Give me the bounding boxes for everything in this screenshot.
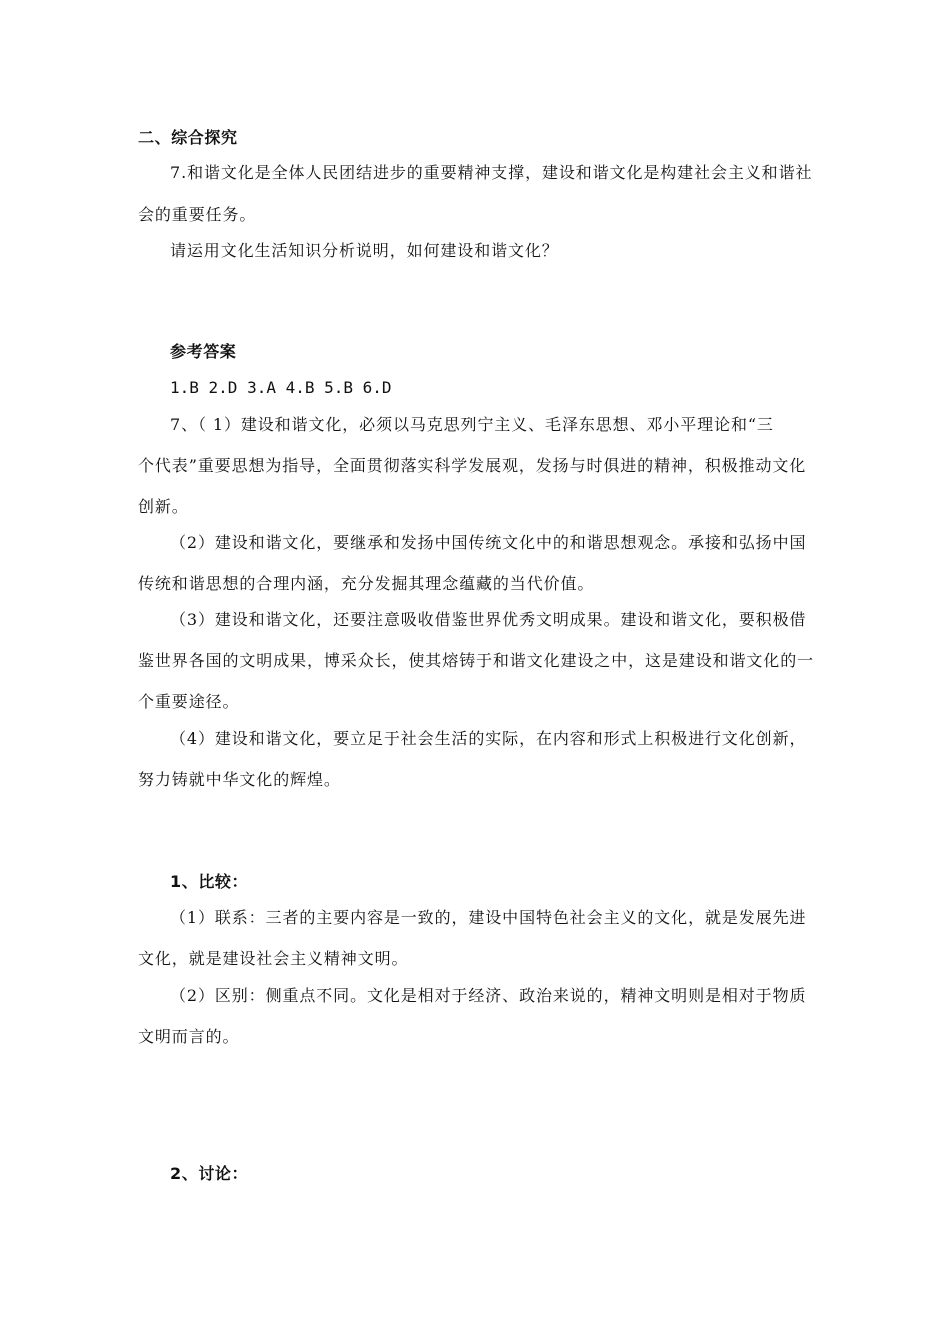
question-7-line-2: 会的重要任务。: [138, 205, 257, 224]
answer-7-p2-line-1: （2）建设和谐文化，要继承和发扬中国传统文化中的和谐思想观念。承接和弘扬中国: [170, 533, 807, 552]
compare-heading: 1、比较：: [170, 872, 249, 891]
choice-answers: 1.B 2.D 3.A 4.B 5.B 6.D: [170, 378, 392, 397]
answer-7-p3-line-3: 个重要途径。: [138, 692, 240, 711]
answer-7-p2-line-2: 传统和谐思想的合理内涵，充分发掘其理念蕴藏的当代价值。: [138, 574, 595, 593]
answer-7-p3-line-1: （3）建设和谐文化，还要注意吸收借鉴世界优秀文明成果。建设和谐文化，要积极借: [170, 610, 807, 629]
question-7-prompt: 请运用文化生活知识分析说明，如何建设和谐文化？: [170, 241, 559, 260]
compare-p2-line-1: （2）区别：侧重点不同。文化是相对于经济、政治来说的，精神文明则是相对于物质: [170, 986, 807, 1005]
answers-heading: 参考答案: [170, 342, 237, 361]
compare-p1-line-2: 文化，就是建设社会主义精神文明。: [138, 949, 409, 968]
answer-7-p4-line-2: 努力铸就中华文化的辉煌。: [138, 770, 341, 789]
compare-p2-line-2: 文明而言的。: [138, 1027, 240, 1046]
answer-7-p1-line-1: 7、（ 1）建设和谐文化，必须以马克思列宁主义、毛泽东思想、邓小平理论和“三: [170, 415, 774, 434]
answer-7-p3-line-2: 鉴世界各国的文明成果，博采众长，使其熔铸于和谐文化建设之中，这是建设和谐文化的一: [138, 651, 815, 670]
answer-7-p4-line-1: （4）建设和谐文化，要立足于社会生活的实际，在内容和形式上积极进行文化创新，: [170, 729, 807, 748]
question-7-line-1: 7.和谐文化是全体人民团结进步的重要精神支撑，建设和谐文化是构建社会主义和谐社: [170, 163, 813, 182]
discuss-heading: 2、讨论：: [170, 1164, 249, 1183]
answer-7-p1-line-2: 个代表”重要思想为指导，全面贯彻落实科学发展观，发扬与时俱进的精神，积极推动文化: [138, 456, 807, 475]
section-heading-comprehensive: 二、综合探究: [138, 128, 238, 147]
answer-7-p1-line-3: 创新。: [138, 497, 189, 516]
compare-p1-line-1: （1）联系：三者的主要内容是一致的，建设中国特色社会主义的文化，就是发展先进: [170, 908, 807, 927]
